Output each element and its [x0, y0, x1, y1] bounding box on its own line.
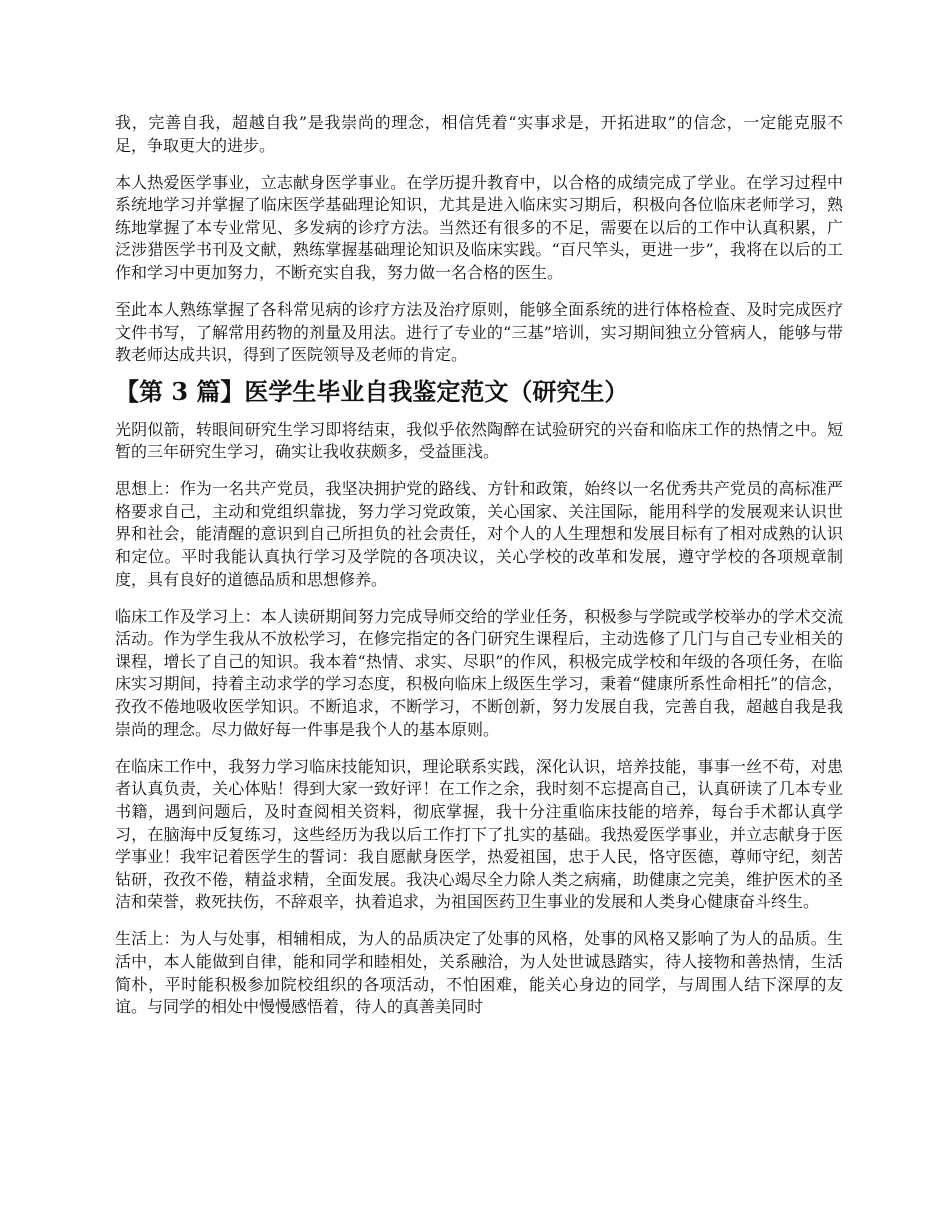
paragraph-intro: 光阴似箭，转眼间研究生学习即将结束，我似乎依然陶醉在试验研究的兴奋和临床工作的热情之中。短暂的三年研究生学习，确实让我收获颇多，受益匪浅。	[115, 419, 843, 462]
section-heading: 【第 3 篇】医学生毕业自我鉴定范文（研究生）	[115, 377, 629, 407]
paragraph-life: 生活上：为人与处事，相辅相成，为人的品质决定了处事的风格，处事的风格又影响了为人的品质。生活中，本人能做到自律，能和同学和睦相处，关系融洽，为人处世诚恳踏实，待人接物和善热情，生活简朴，平时能积极参加院校组织的各项活动，不怕困难，能关心身边的同学，与周围人结下深厚的友谊。与同学的相处中慢慢感悟着，待人的真善美同时	[115, 929, 843, 1017]
document-page	[115, 112, 843, 1033]
paragraph-clinical-study: 临床工作及学习上：本人读研期间努力完成导师交给的学业任务，积极参与学院或学校举办的学术交流活动。作为学生我从不放松学习，在修完指定的各门研究生课程后，主动选修了几门与自己专业相关的课程，增长了自己的知识。我本着“热情、求实、尽职”的作风，积极完成学校和年级的各项任务，在临床实习期间，持着主动求学的学习态度，积极向临床上级医生学习，秉着“健康所系性命相托”的信念，孜孜不倦地吸收医学知识。不断追求，不断学习，不断创新，努力发展自我，完善自我，超越自我是我崇尚的理念。尽力做好每一件事是我个人的基本原则。	[115, 606, 843, 739]
paragraph-self-improvement: 我，完善自我，超越自我”是我崇尚的理念，相信凭着“实事求是，开拓进取”的信念，一定能克服不足，争取更大的进步。	[115, 113, 843, 155]
paragraph-clinical-work: 在临床工作中，我努力学习临床技能知识，理论联系实践，深化认识，培养技能，事事一丝不苟，对患者认真负责，关心体贴！得到大家一致好评！在工作之余，我时刻不忘提高自己，认真研读了几本专业书籍，遇到问题后，及时查阅相关资料，彻底掌握，我十分注重临床技能的培养，每台手术都认真学习，在脑海中反复练习，这些经历为我以后工作打下了扎实的基础。我热爱医学事业，并立志献身于医学事业！我牢记着医学生的誓词：我自愿献身医学，热爱祖国，忠于人民，恪守医德，尊师守纪，刻苦钻研，孜孜不倦，精益求精，全面发展。我决心竭尽全力除人类之病痛，助健康之完美，维护医术的圣洁和荣誉，救死扶伤，不辞艰辛，执着追求，为祖国医药卫生事业的发展和人类身心健康奋斗终生。	[115, 756, 843, 912]
paragraph-ideology: 思想上：作为一名共产党员，我坚决拥护党的路线、方针和政策，始终以一名优秀共产党员的高标准严格要求自己，主动和党组织靠拢，努力学习党政策，关心国家、关注国际，能用科学的发展观来认识世界和社会，能清醒的意识到自己所担负的社会责任，对个人的人生理想和发展目标有了相对成熟的认识和定位。平时我能认真执行学习及学院的各项决议，关心学校的改革和发展，遵守学校的各项规章制度，具有良好的道德品质和思想修养。	[115, 479, 843, 589]
paragraph-medical-career: 本人热爱医学事业，立志献身医学事业。在学历提升教育中，以合格的成绩完成了学业。在学习过程中系统地学习并掌握了临床医学基础理论知识，尤其是进入临床实习期后，积极向各位临床老师学习，熟练地掌握了本专业常见、多发病的诊疗方法。当然还有很多的不足，需要在以后的工作中认真积累，广泛涉猎医学书刊及文献，熟练掌握基础理论知识及临床实践。“百尺竿头，更进一步”，我将在以后的工作和学习中更加努力，不断充实自我，努力做一名合格的医生。	[115, 172, 843, 283]
paragraph-clinical-skills: 至此本人熟练掌握了各科常见病的诊疗方法及治疗原则，能够全面系统的进行体格检查、及时完成医疗文件书写，了解常用药物的剂量及用法。进行了专业的“三基”培训，实习期间独立分管病人，能够与带教老师达成共识，得到了医院领导及老师的肯定。	[115, 300, 843, 365]
